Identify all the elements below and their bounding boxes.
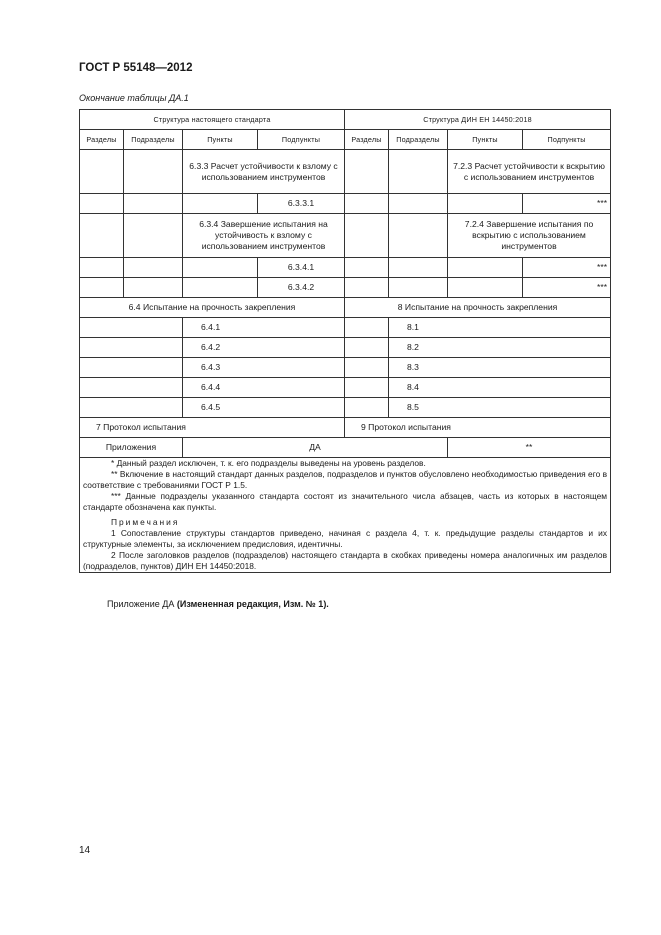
- appendix-left: ДА: [183, 438, 448, 458]
- cell-left: 6.3.4.1: [258, 258, 345, 278]
- table-row: [80, 298, 611, 318]
- cell-left: 6.4.5: [183, 398, 345, 418]
- col-header: Подразделы: [124, 130, 183, 150]
- cell-right: 8.2: [389, 338, 611, 358]
- table-row: [80, 214, 611, 258]
- table-row: [80, 418, 611, 438]
- group-header-row: [80, 110, 611, 130]
- cell-right: ***: [523, 278, 611, 298]
- note-2: 2 После заголовков разделов (подразделов) настоящего стандарта в скобках приведены номера аналогичных им разделов (подразделов, пунктов) ДИН ЕН 14450:2018.: [83, 550, 608, 571]
- group-header-left: Структура настоящего стандарта: [80, 110, 345, 130]
- cell-left: 6.3.3.1: [258, 194, 345, 214]
- cell-right: 7.2.3 Расчет устойчивости к вскрытию с использованием инструментов: [448, 150, 611, 194]
- col-header: Подпункты: [523, 130, 611, 150]
- col-header: Подпункты: [258, 130, 345, 150]
- structure-comparison-table: [79, 109, 611, 573]
- cell-right: 7.2.4 Завершение испытания по вскрытию с использованием инструментов: [448, 214, 611, 258]
- footnote-1: * Данный раздел исключен, т. к. его подразделы выведены на уровень разделов.: [111, 458, 426, 468]
- table-row: [80, 150, 611, 194]
- group-header-right: Структура ДИН ЕН 14450:2018: [345, 110, 611, 130]
- table-row: [80, 378, 611, 398]
- cell-left: 7 Протокол испытания: [80, 418, 345, 438]
- notes-row: [80, 458, 611, 573]
- table-row: [80, 398, 611, 418]
- col-header: Разделы: [80, 130, 124, 150]
- cell-left: 6.3.4 Завершение испытания на устойчивость к взлому с использованием инструментов: [183, 214, 345, 258]
- appendix-right: **: [448, 438, 611, 458]
- cell-left: 6.3.4.2: [258, 278, 345, 298]
- cell-right: 8.4: [389, 378, 611, 398]
- table-row: [80, 278, 611, 298]
- cell-left: 6.4.2: [183, 338, 345, 358]
- col-header: Пункты: [448, 130, 523, 150]
- cell-right: 8.5: [389, 398, 611, 418]
- amendment-bold: (Измененная редакция, Изм. № 1).: [176, 599, 329, 609]
- cell-right: ***: [523, 194, 611, 214]
- notes-title: Примечания: [111, 517, 180, 527]
- notes-cell: [80, 458, 611, 573]
- footnote-3: *** Данные подразделы указанного стандарта состоят из значительного числа абзацев, часть из которых в настоящем стандарте обозначена как пункты.: [83, 491, 608, 512]
- column-header-row: [80, 130, 611, 150]
- cell-left: 6.4.3: [183, 358, 345, 378]
- cell-right: ***: [523, 258, 611, 278]
- table-caption: Окончание таблицы ДА.1: [79, 93, 189, 103]
- table-row: [80, 358, 611, 378]
- cell-right: 9 Протокол испытания: [345, 418, 611, 438]
- cell-left: 6.4 Испытание на прочность закрепления: [80, 298, 345, 318]
- cell-right: 8.1: [389, 318, 611, 338]
- amendment-reference: [107, 599, 329, 609]
- amendment-prefix: Приложение ДА: [107, 599, 175, 609]
- cell-right: 8.3: [389, 358, 611, 378]
- document-code: ГОСТ Р 55148—2012: [79, 62, 193, 74]
- col-header: Подразделы: [389, 130, 448, 150]
- cell-left: 6.4.1: [183, 318, 345, 338]
- table-row: [80, 438, 611, 458]
- appendix-label: Приложения: [80, 438, 183, 458]
- table-row: [80, 194, 611, 214]
- note-1: 1 Сопоставление структуры стандартов приведено, начиная с раздела 4, т. к. предыдущие разделы стандартов и их структурные элементы, за исключением предисловия, идентичны.: [83, 528, 608, 549]
- footnote-2: ** Включение в настоящий стандарт данных разделов, подразделов и пунктов обусловлено необходимостью приведения его в соответствие с требованиями ГОСТ Р 1.5.: [83, 469, 608, 490]
- cell-left: 6.3.3 Расчет устойчивости к взлому с использованием инструментов: [183, 150, 345, 194]
- cell-left: 6.4.4: [183, 378, 345, 398]
- col-header: Пункты: [183, 130, 258, 150]
- col-header: Разделы: [345, 130, 389, 150]
- table-row: [80, 338, 611, 358]
- page-number: 14: [79, 845, 91, 856]
- table-row: [80, 318, 611, 338]
- table-row: [80, 258, 611, 278]
- cell-right: 8 Испытание на прочность закрепления: [345, 298, 611, 318]
